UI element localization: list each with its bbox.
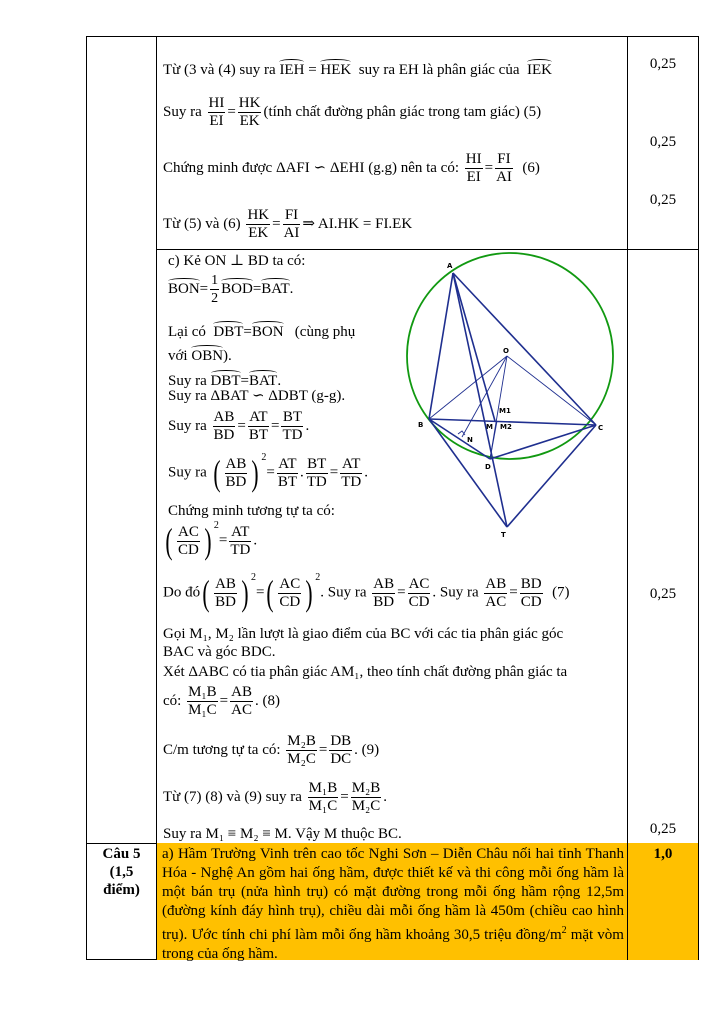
row2-c8: Suy ra ( $\frac{AB}{BD}$ ) $^2$= $\frac{AT}{BT}$ . $\frac{BT}{TD}$ = $\frac{AT}{TD}$ . bbox=[168, 452, 368, 493]
row2-c1: c) Kẻ ON ⊥ BD ta có: bbox=[168, 253, 306, 269]
row2-c15: có: $\frac{\text{M₁B}}{\text{M₁C}}$ = $\frac{AB}{AC}$ . (8) bbox=[163, 684, 280, 718]
row2-c13: BAC và góc BDC. bbox=[163, 644, 276, 660]
geometry-figure bbox=[400, 250, 640, 540]
score-1: 0,25 bbox=[649, 56, 677, 72]
row2-c17: Từ (7) (8) và (9) suy ra $\frac{\text{M₁B}}{\text{M₁C}}$ = $\frac{\text{M₂B}}{\text{M₂C}}$ . bbox=[163, 780, 388, 814]
row2-c3: Lại có DBT=BON (cùng phụ bbox=[168, 320, 355, 341]
row1-line4: Từ (5) và (6) $\frac{HK}{EK}$ = $\frac{FI}{AI}$ ⇒ AI.HK = FI.EK bbox=[163, 207, 413, 241]
row2-c10: ( $\frac{AC}{CD}$ ) $^2$= $\frac{AT}{TD}$ . bbox=[165, 520, 258, 561]
row1-line3: Chứng minh được ΔAFI ∽ ΔEHI (g.g) nên ta có: $\frac{HI}{EI}$ = $\frac{FI}{AI}$ (6) bbox=[163, 151, 540, 185]
label-n: N bbox=[467, 436, 473, 444]
segment-ab bbox=[429, 273, 453, 419]
row2-c5: Suy ra DBT=BAT. bbox=[168, 369, 281, 390]
row2-c6: Suy ra ΔBAT ∽ ΔDBT (g-g). bbox=[168, 388, 346, 404]
row1-line2: Suy ra $\frac{HI}{EI}$ = $\frac{HK}{EK}$ (tính chất đường phân giác trong tam giác) (5) bbox=[163, 95, 542, 129]
segment-ob bbox=[429, 356, 507, 419]
label-m: M bbox=[486, 423, 493, 431]
segment-oc bbox=[507, 356, 596, 425]
segment-bc bbox=[429, 419, 596, 425]
question-label: Câu 5 (1,5 điểm) bbox=[102, 846, 141, 898]
label-t: T bbox=[501, 531, 506, 539]
row2-c9: Chứng minh tương tự ta có: bbox=[168, 503, 335, 519]
col-divider-1 bbox=[156, 37, 157, 959]
row2-c12: Gọi M₁, M₂ lần lượt là giao điểm của BC với các tia phân giác góc bbox=[163, 626, 564, 642]
question-5a-text: a) Hầm Trường Vinh trên cao tốc Nghi Sơn – Diễn Châu nối hai tỉnh Thanh Hóa - Nghệ An gồm hai ống hầm, được thiết kế và thi công mỗi ống hầm là một bán trụ (nửa hình trụ) có mặt đường trong mỗi ống hầm rộng 12,5m (đường kính đáy hình trụ), chiều dài mỗi ống hầm là 450m (chiều cao hình trụ). Ước tính chi phí làm mỗi ống hầm khoảng 30,5 triệu đồng/$m^2$ mặt vòm trong của ống hầm. bbox=[162, 846, 624, 962]
score-question-5a: 1,0 bbox=[653, 846, 673, 862]
label-m1: M1 bbox=[499, 407, 511, 415]
score-4: 0,25 bbox=[649, 586, 677, 602]
label-m2: M2 bbox=[500, 423, 512, 431]
segment-bd bbox=[429, 419, 490, 459]
label-c: C bbox=[598, 424, 604, 432]
row2-c14: Xét ΔABC có tia phân giác AM₁, theo tính chất đường phân giác ta bbox=[163, 664, 568, 680]
row1-line1: Từ (3 và (4) suy ra IEH = HEK suy ra EH là phân giác của IEK bbox=[163, 58, 552, 79]
score-5: 0,25 bbox=[649, 821, 677, 837]
row2-c2: BON= $\frac{1}{2}$ BOD=BAT. bbox=[168, 273, 294, 306]
row2-c18: Suy ra M₁ ≡ M₂ ≡ M. Vậy M thuộc BC. bbox=[163, 826, 402, 842]
row2-c7: Suy ra $\frac{AB}{BD}$ = $\frac{AT}{BT}$ = $\frac{BT}{TD}$ . bbox=[168, 409, 310, 443]
row2-c4: với OBN). bbox=[168, 344, 232, 365]
score-2: 0,25 bbox=[649, 134, 677, 150]
segment-ct bbox=[507, 425, 596, 527]
score-3: 0,25 bbox=[649, 192, 677, 208]
label-o: O bbox=[503, 347, 509, 355]
row2-c11: Do đó( $\frac{AB}{BD}$ ) $^2$=( $\frac{AC}{CD}$ ) $^2$. Suy ra $\frac{AB}{BD}$ = $\frac{AC}{CD}$ . Suy ra $\frac{AB}{AC}$ = $\frac{BD}{CD}$ (7) bbox=[163, 572, 570, 613]
label-a: A bbox=[447, 262, 453, 270]
label-d: D bbox=[485, 463, 491, 471]
label-b: B bbox=[418, 421, 424, 429]
row2-c16: C/m tương tự ta có: $\frac{\text{M₂B}}{\text{M₂C}}$ = $\frac{DB}{DC}$ . (9) bbox=[163, 733, 380, 767]
